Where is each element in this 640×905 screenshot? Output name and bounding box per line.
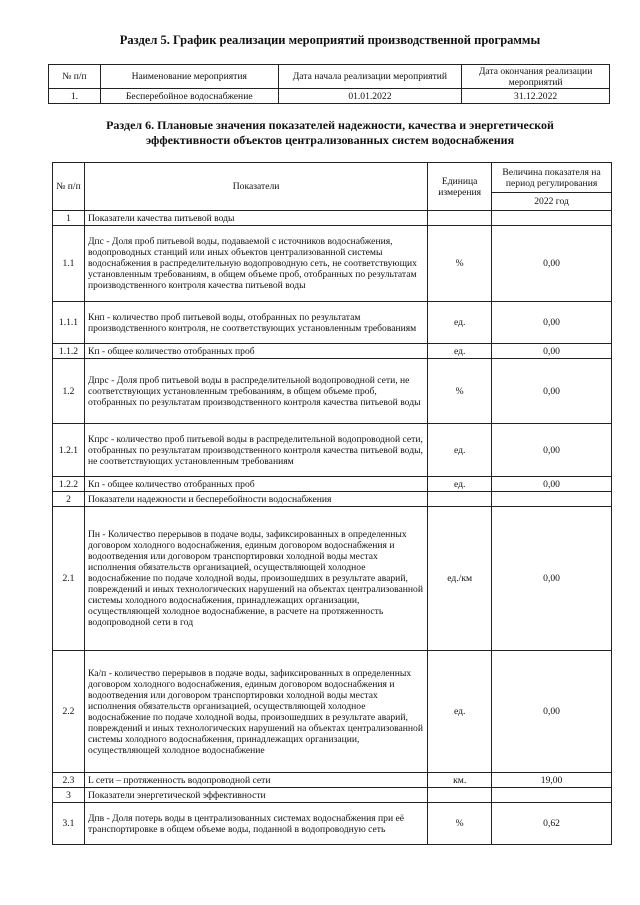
row-unit: ед.: [428, 477, 492, 492]
row-indicator-text: Показатели качества питьевой воды: [84, 211, 427, 226]
row-unit: ед.: [428, 651, 492, 773]
indicator-row: [53, 492, 612, 507]
indicators-table: [52, 162, 612, 845]
schedule-table: [48, 64, 610, 104]
row-value: 0,00: [492, 226, 612, 302]
row-num: 1.2.1: [53, 424, 85, 477]
schedule-row: [49, 89, 610, 104]
row-unit: %: [428, 803, 492, 845]
row-num: 2.3: [53, 773, 85, 788]
row-value: 0,00: [492, 344, 612, 359]
row-unit: [428, 211, 492, 226]
indicator-row: [53, 302, 612, 344]
row-unit: [428, 492, 492, 507]
row-indicator-text: Пн - Количество перерывов в подаче воды, зафиксированных в определенных договором холодного водоснабжения, единым договором водоснабжения и водоотведения или договором транспортировки холодной воды местах исполнения обязательств организацией, осуществляющей холодное водоснабжение по подаче холодной воды, произошедших в результате аварий, повреждений и иных технологических нарушений на объектах централизованной системы холодного водоснабжения, принадлежащих организации, осуществляющей холодное водоснабжение, в расчете на протяженность водопроводной сети в год: [84, 507, 427, 651]
row-value: 0,00: [492, 651, 612, 773]
indicator-row: [53, 344, 612, 359]
row-unit: %: [428, 359, 492, 424]
cell-num: 1.: [49, 89, 101, 104]
section6-title-line1: Раздел 6. Плановые значения показателей надежности, качества и энергетической: [106, 118, 554, 132]
row-indicator-text: Дпс - Доля проб питьевой воды, подаваемой с источников водоснабжения, водопроводных станций или иных объектов централизованной системы водоснабжения в распределительную водопроводную сеть, не соответствующих установленным требованиям, в общем объеме проб, отобранных по результатам производственного контроля качества питьевой воды: [84, 226, 427, 302]
row-value: 0,00: [492, 424, 612, 477]
row-indicator-text: Кнп - количество проб питьевой воды, отобранных по результатам производственного контроля, не соответствующих установленным требованиям: [84, 302, 427, 344]
row-num: 3: [53, 788, 85, 803]
row-value: [492, 211, 612, 226]
row-num: 1.2.2: [53, 477, 85, 492]
indicators-header-row: [53, 163, 612, 193]
row-indicator-text: L сети – протяженность водопроводной сети: [84, 773, 427, 788]
section6-title: [40, 118, 620, 148]
indicator-row: [53, 803, 612, 845]
row-unit: ед.: [428, 424, 492, 477]
header-value: Величина показателя на период регулирования: [492, 163, 612, 193]
row-indicator-text: Ка/п - количество перерывов в подаче воды, зафиксированных в определенных договором холодного водоснабжения, единым договором водоснабжения и водоотведения или договором транспортировки холодной воды местах исполнения обязательств организацией, осуществляющей холодное водоснабжение по подаче холодной воды, произошедших в результате аварий, повреждений и иных технологических нарушений на объектах централизованной системы холодного водоснабжения, принадлежащих организации, осуществляющей холодное водоснабжение: [84, 651, 427, 773]
row-num: 3.1: [53, 803, 85, 845]
row-value: 0,62: [492, 803, 612, 845]
row-num: 1: [53, 211, 85, 226]
schedule-header-row: [49, 65, 610, 89]
row-indicator-text: Кп - общее количество отобранных проб: [84, 477, 427, 492]
row-num: 2.1: [53, 507, 85, 651]
row-num: 1.1.2: [53, 344, 85, 359]
row-num: 2.2: [53, 651, 85, 773]
row-unit: км.: [428, 773, 492, 788]
row-unit: [428, 788, 492, 803]
row-indicator-text: Дпв - Доля потерь воды в централизованных системах водоснабжения при её транспортировке в общем объеме воды, поданной в водопроводную сеть: [84, 803, 427, 845]
cell-start-date: 01.01.2022: [278, 89, 462, 104]
row-indicator-text: Показатели надежности и бесперебойности водоснабжения: [84, 492, 427, 507]
row-value: 19,00: [492, 773, 612, 788]
row-unit: ед.: [428, 302, 492, 344]
row-indicator-text: Дпрс - Доля проб питьевой воды в распределительной водопроводной сети, не соответствующих установленным требованиям, в общем объеме проб, отобранных по результатам производственного контроля качества питьевой воды: [84, 359, 427, 424]
header-unit: Единица измерения: [428, 163, 492, 211]
row-indicator-text: Кпрс - количество проб питьевой воды в распределительной водопроводной сети, отобранных по результатам производственного контроля качества питьевой воды, не соответствующих установленным требованиям: [84, 424, 427, 477]
row-num: 1.1: [53, 226, 85, 302]
section5-title: Раздел 5. График реализации мероприятий производственной программы: [119, 33, 541, 47]
header-end-date: Дата окончания реализации мероприятий: [462, 65, 610, 89]
row-unit: ед.: [428, 344, 492, 359]
row-value: [492, 788, 612, 803]
row-value: 0,00: [492, 359, 612, 424]
row-value: 0,00: [492, 507, 612, 651]
indicator-row: [53, 424, 612, 477]
indicator-row: [53, 651, 612, 773]
indicator-row: [53, 477, 612, 492]
indicator-row: [53, 226, 612, 302]
cell-end-date: 31.12.2022: [462, 89, 610, 104]
indicator-row: [53, 788, 612, 803]
header-num: № п/п: [53, 163, 85, 211]
row-indicator-text: Кп - общее количество отобранных проб: [84, 344, 427, 359]
row-value: 0,00: [492, 477, 612, 492]
row-num: 2: [53, 492, 85, 507]
header-year: 2022 год: [492, 193, 612, 211]
indicator-row: [53, 359, 612, 424]
section6-title-line2: эффективности объектов централизованных систем водоснабжения: [145, 133, 515, 147]
row-value: 0,00: [492, 302, 612, 344]
header-activity: Наименование мероприятия: [100, 65, 278, 89]
header-indicator: Показатели: [84, 163, 427, 211]
cell-activity: Бесперебойное водоснабжение: [100, 89, 278, 104]
row-unit: %: [428, 226, 492, 302]
row-value: [492, 492, 612, 507]
row-indicator-text: Показатели энергетической эффективности: [84, 788, 427, 803]
header-start-date: Дата начала реализации мероприятий: [278, 65, 462, 89]
row-unit: ед./км: [428, 507, 492, 651]
indicator-row: [53, 507, 612, 651]
row-num: 1.2: [53, 359, 85, 424]
header-num: № п/п: [49, 65, 101, 89]
indicator-row: [53, 773, 612, 788]
row-num: 1.1.1: [53, 302, 85, 344]
indicator-row: [53, 211, 612, 226]
